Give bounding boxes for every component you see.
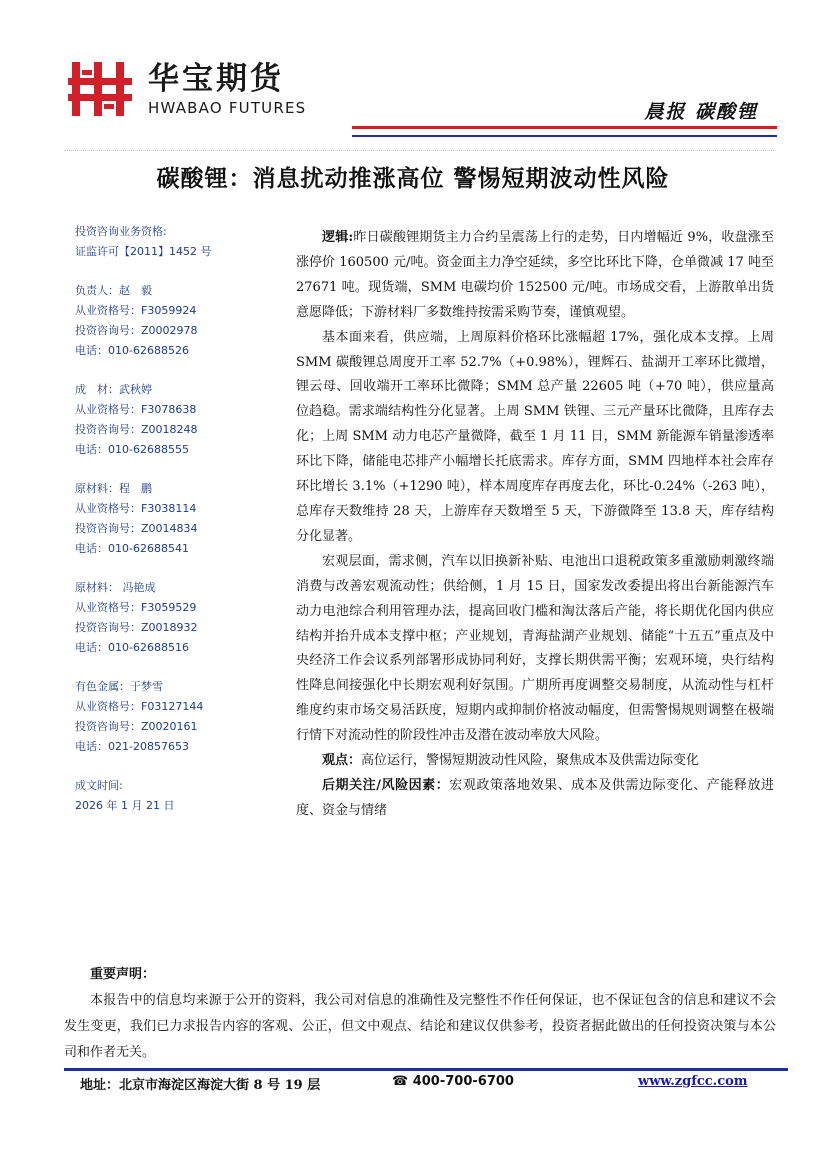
analyst-sidebar: [75, 222, 285, 816]
article-body: [296, 226, 774, 824]
view-label: 观点：: [322, 753, 362, 769]
analyst-phone: 电话：010-62688516: [75, 641, 189, 654]
report-date-label: 成文时间:: [75, 779, 123, 792]
analyst-block: [75, 380, 285, 460]
header-blue-divider: [352, 135, 777, 137]
logo-english-name: HWABAO FUTURES: [148, 99, 307, 117]
analyst-role: 负责人：赵 毅: [75, 284, 152, 297]
hwabao-logo-icon: [68, 60, 132, 118]
risk-label: 后期关注/风险因素：: [322, 777, 450, 793]
analyst-block: [75, 578, 285, 658]
analyst-consult-id: 投资咨询号：Z0020161: [75, 720, 198, 733]
footer-address: 地址：北京市海淀区海淀大街 8 号 19 层: [80, 1078, 321, 1093]
page-title: 碳酸锂：消息扰动推涨高位 警惕短期波动性风险: [156, 165, 670, 192]
analyst-consult-id: 投资咨询号：Z0002978: [75, 324, 198, 337]
footer-phone: [392, 1074, 514, 1089]
analyst-role: 原材料： 冯艳成: [75, 581, 156, 594]
analyst-consult-id: 投资咨询号：Z0018248: [75, 423, 198, 436]
qualification-label: 投资咨询业务资格:: [75, 225, 167, 238]
risk-paragraph: [296, 774, 774, 824]
company-logo: [68, 60, 318, 120]
disclaimer-text: 本报告中的信息均来源于公开的资料，我公司对信息的准确性及完整性不作任何保证，也不保证包含的信息和建议不会发生变更，我们已力求报告内容的客观、公正，但文中观点、结论和建议仅供参考，投资者据此做出的任何投资决策与本公司和作者无关。: [64, 993, 776, 1060]
view-text: 高位运行，警惕短期波动性风险，聚焦成本及供需边际变化: [361, 753, 700, 769]
view-paragraph: [296, 749, 774, 774]
analyst-role: 成 材：武秋婷: [75, 383, 152, 396]
qualification-license: 证监许可【2011】1452 号: [75, 245, 212, 258]
analyst-block: [75, 479, 285, 559]
analyst-block: [75, 281, 285, 361]
analyst-practice-id: 从业资格号：F03127144: [75, 700, 204, 713]
analyst-role: 原材料：程 鹏: [75, 482, 152, 495]
analyst-practice-id: 从业资格号：F3059529: [75, 601, 197, 614]
report-type: 晨报 碳酸锂: [644, 101, 758, 123]
header-red-divider: [352, 126, 777, 129]
report-date: 2026 年 1 月 21 日: [75, 799, 175, 812]
analyst-phone: 电话：010-62688555: [75, 443, 189, 456]
analyst-role: 有色金属：于梦雪: [75, 680, 163, 693]
analyst-practice-id: 从业资格号：F3078638: [75, 403, 197, 416]
footer-phone-number: 400-700-6700: [412, 1074, 514, 1089]
analyst-phone: 电话：010-62688526: [75, 344, 189, 357]
analyst-consult-id: 投资咨询号：Z0018932: [75, 621, 198, 634]
analyst-block: [75, 677, 285, 757]
analyst-practice-id: 从业资格号：F3038114: [75, 502, 197, 515]
analyst-consult-id: 投资咨询号：Z0014834: [75, 522, 198, 535]
logo-chinese-name: 华宝期货: [148, 61, 284, 97]
phone-icon: ☎: [392, 1074, 413, 1089]
risk-text: 宏观政策落地效果、成本及供需边际变化、产能释放进度、资金与情绪: [296, 777, 774, 818]
analyst-phone: 电话：021-20857653: [75, 740, 189, 753]
disclaimer: [64, 962, 776, 1066]
fundamentals-paragraph: 基本面来看，供应端，上周原料价格环比涨幅超 17%，强化成本支撑。上周 SMM 碳酸锂总周度开工率 52.7%（+0.98%），锂辉石、盐湖开工率环比微增，锂云母、回收端开工率环比微降；SMM 总产量 22605 吨（+70 吨），供应量高位趋稳。需求端结构性分化显著。上周 SMM 铁锂、三元产量环比微降，且库存去化；上周 SMM 动力电芯产量微降，截至 1 月 11 日，SMM 新能源车销量渗透率环比下降，储能电芯排产小幅增长托底需求。库存方面，SMM 四地样本社会库存环比增长 3.1%（+1290 吨），样本周度库存再度去化，环比-0.24%（-263 吨），总库存天数维持 28 天，上游库存天数增至 5 天，下游微降至 13.8 天，库存结构分化显著。: [296, 329, 774, 544]
macro-paragraph: 宏观层面，需求侧，汽车以旧换新补贴、电池出口退税政策多重激励刺激终端消费与改善宏观流动性；供给侧，1 月 15 日，国家发改委提出将出台新能源汽车动力电池综合利用管理办法，提高回收门槛和淘汰落后产能，将长期优化国内供应结构并抬升成本支撑中枢；产业规划，青海盐湖产业规划、储能“十五五”重点及中央经济工作会议系列部署形成协同利好，支撑长期供需平衡；宏观环境，央行结构性降息间接强化中长期宏观利好氛围。广期所再度调整交易制度，从流动性与杠杆维度约束市场交易活跃度，短期内或抑制价格波动幅度，但需警惕规则调整在极端行情下对流动性的阶段性冲击及潜在波动率放大风险。: [296, 553, 774, 744]
disclaimer-heading: 重要声明：: [90, 967, 156, 982]
dotted-divider: [64, 150, 776, 151]
analyst-phone: 电话：010-62688541: [75, 542, 189, 555]
logic-paragraph: [296, 226, 774, 326]
footer-divider: [64, 1068, 788, 1071]
footer-website-link[interactable]: www.zgfcc.com: [638, 1074, 748, 1089]
logic-text: 昨日碳酸锂期货主力合约呈震荡上行的走势，日内增幅近 9%，收盘涨至涨停价 160500 元/吨。资金面主力净空延续，多空比环比下降，仓单微减 17 吨至 27671 吨。现货端，SMM 电碳均价 152500 元/吨。市场成交看，上游散单出货意愿降低；下游材料厂多数维持按需采购节奏，谨慎观望。: [296, 230, 774, 320]
analyst-practice-id: 从业资格号：F3059924: [75, 304, 197, 317]
logic-label: 逻辑:: [322, 230, 354, 245]
